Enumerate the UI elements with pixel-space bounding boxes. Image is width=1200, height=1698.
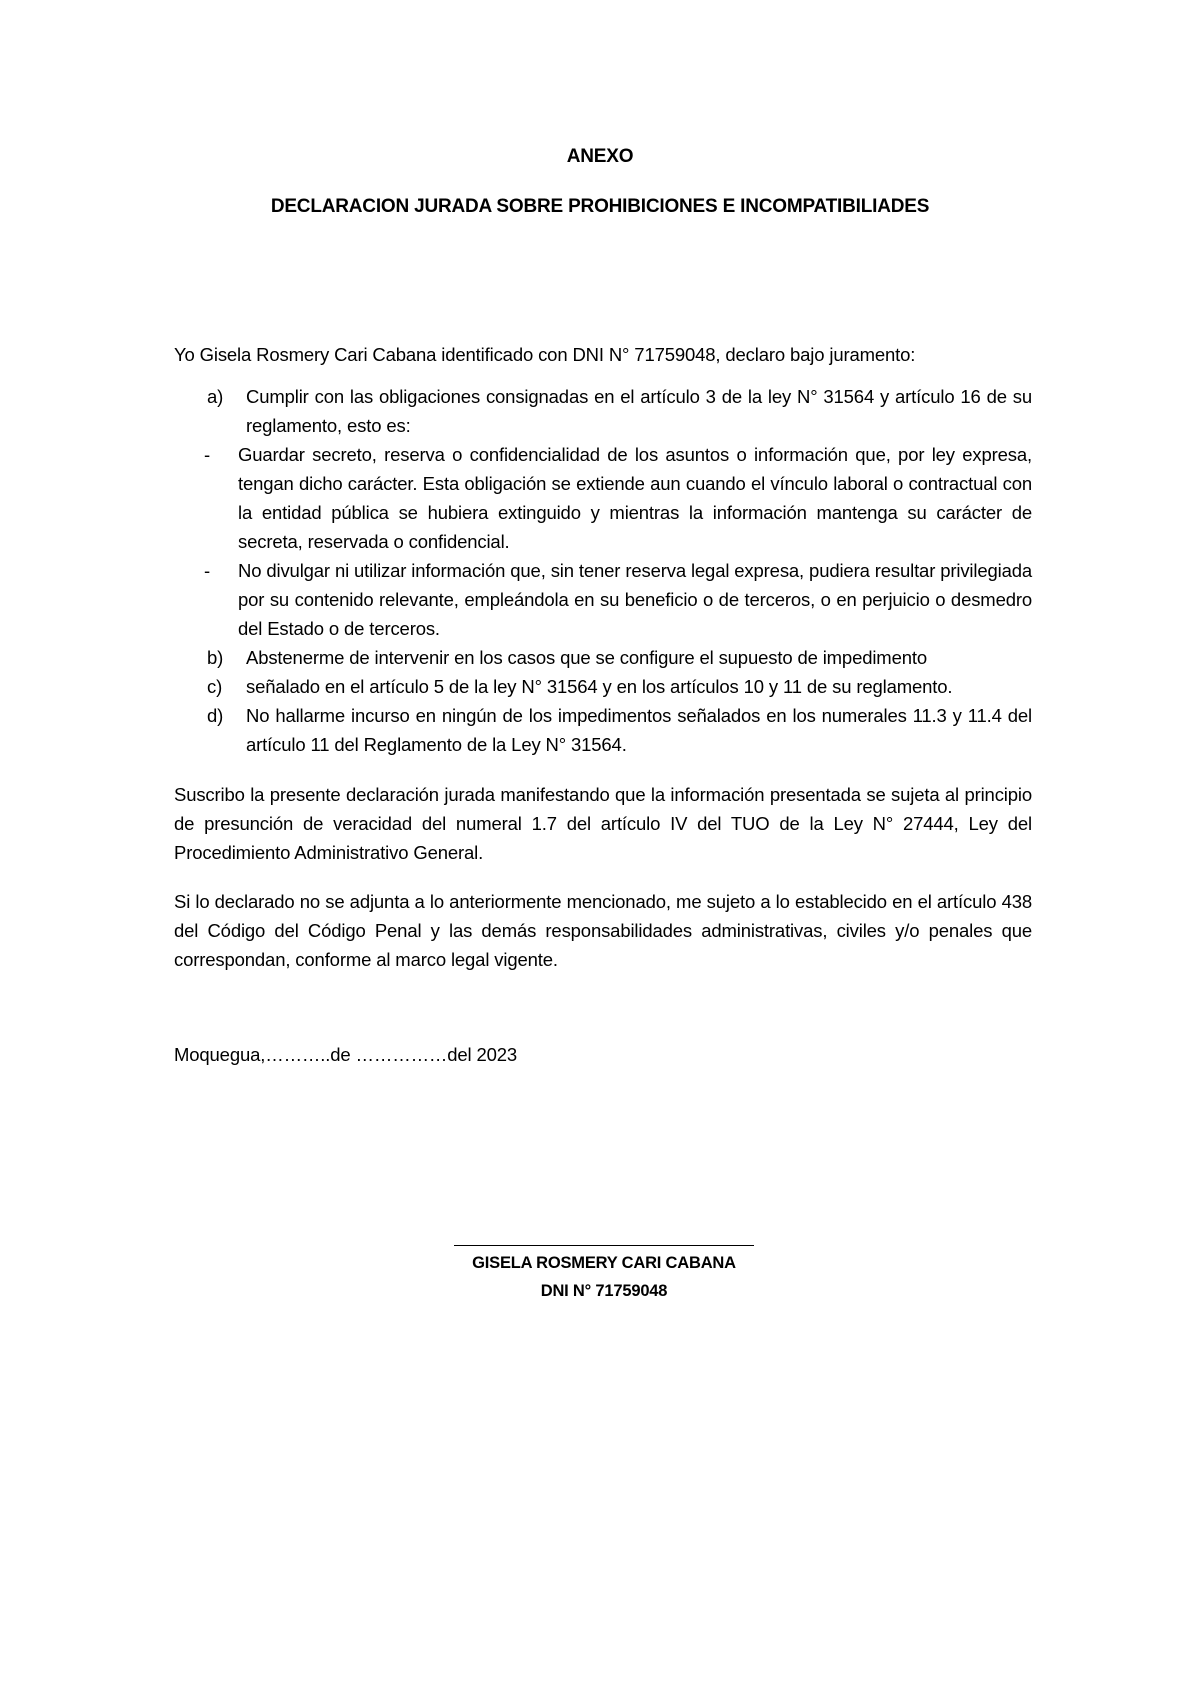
signature-line (454, 1245, 754, 1246)
list-marker: - (204, 560, 211, 581)
list-marker: d) (207, 705, 224, 726)
list-item-text: No hallarme incurso en ningún de los impedimentos señalados en los numerales 11.3 y 11.4 del artículo 11 del Reglamento de la Ley N° 31564. (246, 705, 1032, 755)
list-item-text: Guardar secreto, reserva o confidencialidad de los asuntos o información que, por ley expresa, tengan dicho carácter. Esta obligación se extiende aun cuando el vínculo laboral o contractual con la entidad pública se hubiera extinguido y mientras la información mantenga su carácter de secreta, reservada o confidencial. (238, 444, 1032, 552)
list-item (174, 672, 1032, 701)
list-item-text: señalado en el artículo 5 de la ley N° 31564 y en los artículos 10 y 11 de su reglamento. (246, 676, 953, 697)
place-date-line: Moquegua,………..de ……………del 2023 (174, 1044, 518, 1065)
list-item (174, 440, 1032, 556)
liability-paragraph: Si lo declarado no se adjunta a lo anteriormente mencionado, me sujeto a lo establecido en el artículo 438 del Código del Código Penal y las demás responsabilidades administrativas, civiles y/o penales que correspondan, conforme al marco legal vigente. (174, 891, 1032, 970)
signatory-name: GISELA ROSMERY CARI CABANA (472, 1254, 736, 1272)
document-heading: ANEXO (566, 146, 634, 167)
obligations-list (174, 382, 1032, 759)
list-item-text: Cumplir con las obligaciones consignadas en el artículo 3 de la ley N° 31564 y artículo 16 de su reglamento, esto es: (246, 386, 1032, 436)
list-item (174, 382, 1032, 440)
list-marker: b) (207, 647, 224, 668)
list-item (174, 643, 1032, 672)
list-item-text: Abstenerme de intervenir en los casos que se configure el supuesto de impedimento (246, 647, 927, 668)
list-marker: c) (207, 676, 223, 697)
signatory-dni: DNI N° 71759048 (540, 1282, 668, 1300)
document-subheading: DECLARACION JURADA SOBRE PROHIBICIONES E INCOMPATIBILIADES (270, 196, 930, 217)
declaration-intro: Yo Gisela Rosmery Cari Cabana identificado con DNI N° 71759048, declaro bajo juramento: (174, 344, 916, 365)
list-marker: - (204, 444, 211, 465)
list-marker: a) (207, 386, 224, 407)
veracity-paragraph: Suscribo la presente declaración jurada manifestando que la información presentada se sujeta al principio de presunción de veracidad del numeral 1.7 del artículo IV del TUO de la Ley N° 27444, Ley del Procedimiento Administrativo General. (174, 784, 1032, 863)
list-item (174, 556, 1032, 643)
list-item-text: No divulgar ni utilizar información que, sin tener reserva legal expresa, pudiera resultar privilegiada por su contenido relevante, empleándola en su beneficio o de terceros, o en perjuicio o desmedro del Estado o de terceros. (238, 560, 1032, 639)
list-item (174, 701, 1032, 759)
